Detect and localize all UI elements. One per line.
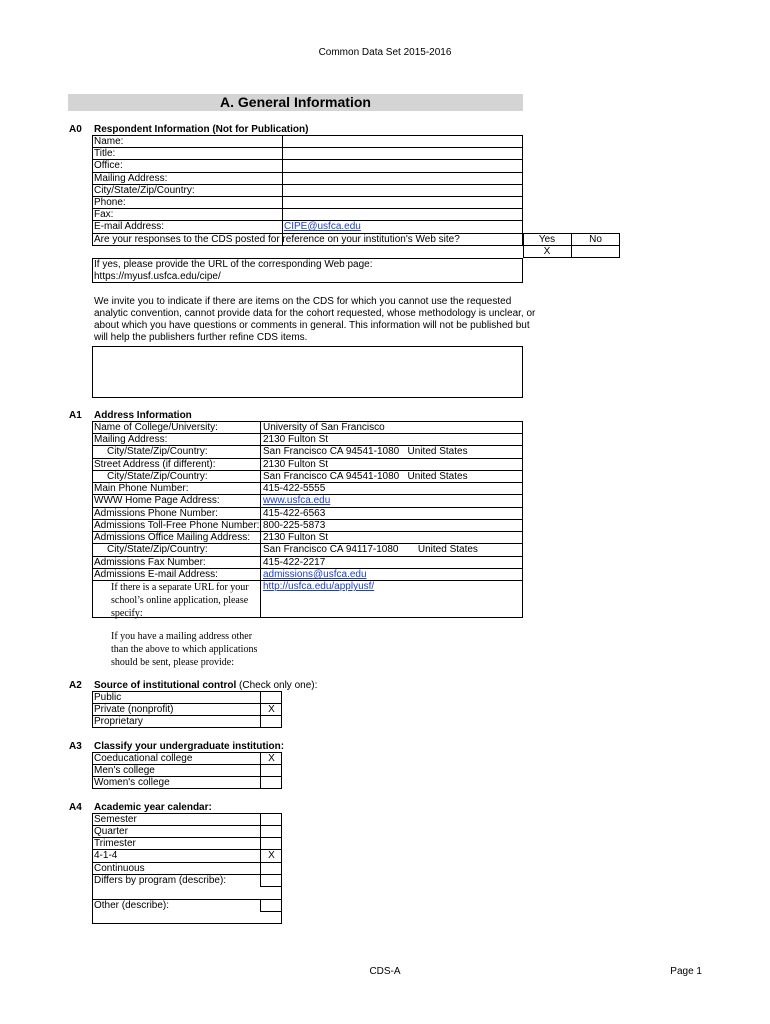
row-line xyxy=(92,147,523,148)
womens-checkbox[interactable] xyxy=(261,777,282,789)
field-name-label: Name: xyxy=(94,136,124,147)
proprietary-checkbox[interactable] xyxy=(261,716,282,728)
other-address-prompt: than the above to which applications xyxy=(111,644,258,655)
yes-checkbox[interactable]: X xyxy=(543,246,551,257)
no-checkbox[interactable] xyxy=(571,246,620,258)
quarter-checkbox[interactable] xyxy=(261,826,282,838)
address-label: Admissions Office Mailing Address: xyxy=(94,532,250,543)
field-title-label: Title: xyxy=(94,148,116,159)
section-title: A. General Information xyxy=(68,94,523,111)
option-continuous: Continuous xyxy=(94,863,145,874)
address-value: 415-422-6563 xyxy=(263,508,326,519)
address-value: San Francisco CA 94541-1080 United States xyxy=(263,471,468,482)
a2-heading-bold: Source of institutional control xyxy=(94,680,237,691)
online-app-prompt: school’s online application, please xyxy=(111,595,249,606)
address-value: San Francisco CA 94117-1080 United States xyxy=(263,544,478,555)
address-label: Mailing Address: xyxy=(94,434,168,445)
row-line xyxy=(92,159,523,160)
a4-heading: Academic year calendar: xyxy=(94,802,212,813)
address-value: 2130 Fulton St xyxy=(263,434,329,445)
address-label: Admissions Phone Number: xyxy=(94,508,218,519)
option-differs: Differs by program (describe): xyxy=(94,875,227,886)
mens-checkbox[interactable] xyxy=(261,765,282,777)
option-semester: Semester xyxy=(94,814,137,825)
option-public: Public xyxy=(94,692,122,703)
online-app-prompt: specify: _______________ xyxy=(111,608,221,619)
a2-heading-rest: (Check only one): xyxy=(236,680,318,691)
address-label: Admissions Toll-Free Phone Number: xyxy=(94,520,260,531)
address-value: 415-422-2217 xyxy=(263,557,326,568)
coed-checkbox[interactable]: X xyxy=(268,753,275,764)
option-proprietary: Proprietary xyxy=(94,716,143,727)
field-office-label: Office: xyxy=(94,160,123,171)
option-mens: Men's college xyxy=(94,765,155,776)
other-address-prompt: If you have a mailing address other xyxy=(111,631,253,642)
respondent-divider xyxy=(282,135,283,246)
url-value[interactable]: https://myusf.usfca.edu/cipe/ xyxy=(94,271,221,282)
url-prompt: If yes, please provide the URL of the corresponding Web page: xyxy=(94,259,373,270)
option-trimester: Trimester xyxy=(94,838,136,849)
option-coed: Coeducational college xyxy=(94,753,193,764)
a3-code: A3 xyxy=(69,741,82,752)
page-number: Page 1 xyxy=(670,966,702,977)
address-label: Admissions E-mail Address: xyxy=(94,569,218,580)
field-fax-label: Fax: xyxy=(94,209,114,220)
address-value: 2130 Fulton St xyxy=(263,459,329,470)
private-checkbox[interactable]: X xyxy=(268,704,275,715)
a4-code: A4 xyxy=(69,802,82,813)
address-label: City/State/Zip/Country: xyxy=(107,544,208,555)
option-private-nonprofit: Private (nonprofit) xyxy=(94,704,174,715)
other-checkbox[interactable] xyxy=(260,899,282,912)
a1-code: A1 xyxy=(69,410,82,421)
invite-line: We invite you to indicate if there are items on the CDS for which you cannot use the requested xyxy=(94,296,512,307)
invite-line: will help the publishers further refine CDS items. xyxy=(94,332,308,343)
option-other: Other (describe): xyxy=(94,900,170,911)
address-label: Name of College/University: xyxy=(94,422,218,433)
other-address-prompt: should be sent, please provide: xyxy=(111,657,235,668)
address-value: 2130 Fulton St xyxy=(263,532,329,543)
address-label: City/State/Zip/Country: xyxy=(107,471,208,482)
continuous-checkbox[interactable] xyxy=(261,863,282,875)
trimester-checkbox[interactable] xyxy=(261,838,282,850)
four-one-four-checkbox[interactable]: X xyxy=(268,850,275,861)
a3-heading: Classify your undergraduate institution: xyxy=(94,741,285,752)
a0-code: A0 xyxy=(69,124,82,135)
online-app-prompt: If there is a separate URL for your xyxy=(111,582,249,593)
address-label: Main Phone Number: xyxy=(94,483,189,494)
field-phone-label: Phone: xyxy=(94,197,126,208)
row-line xyxy=(92,208,523,209)
differs-checkbox[interactable] xyxy=(260,874,282,887)
field-mailing-label: Mailing Address: xyxy=(94,173,168,184)
field-email-label: E-mail Address: xyxy=(94,221,165,232)
comments-textarea[interactable] xyxy=(92,346,523,398)
field-city-label: City/State/Zip/Country: xyxy=(94,185,195,196)
a1-heading: Address Information xyxy=(94,410,192,421)
address-label: City/State/Zip/Country: xyxy=(107,446,208,457)
option-quarter: Quarter xyxy=(94,826,128,837)
yes-label: Yes xyxy=(538,234,556,245)
address-value: 800-225-5873 xyxy=(263,520,326,531)
no-label: No xyxy=(589,234,602,245)
address-value: San Francisco CA 94541-1080 United States xyxy=(263,446,468,457)
public-checkbox[interactable] xyxy=(261,692,282,704)
address-label: Admissions Fax Number: xyxy=(94,557,206,568)
posted-question: Are your responses to the CDS posted for reference on your institution's Web site? xyxy=(94,234,460,245)
homepage-link[interactable]: www.usfca.edu xyxy=(263,495,331,506)
invite-line: analytic convention, cannot provide data for the cohort requested, whose methodology is unclear, or xyxy=(94,308,536,319)
address-value: 415-422-5555 xyxy=(263,483,326,494)
document-header: Common Data Set 2015-2016 xyxy=(318,47,452,58)
option-womens: Women's college xyxy=(94,777,170,788)
a0-heading: Respondent Information (Not for Publication) xyxy=(94,124,309,135)
address-value: University of San Francisco xyxy=(263,422,385,433)
online-app-link[interactable]: http://usfca.edu/applyusf/ xyxy=(263,581,375,592)
a2-code: A2 xyxy=(69,680,82,691)
option-4-1-4: 4-1-4 xyxy=(94,850,118,861)
invite-line: about which you have questions or comments in general. This information will not be published but xyxy=(94,320,530,331)
semester-checkbox[interactable] xyxy=(261,814,282,826)
footer-section-label: CDS-A xyxy=(369,966,401,977)
respondent-email-link[interactable]: CIPE@usfca.edu xyxy=(284,221,361,232)
admissions-email-link[interactable]: admissions@usfca.edu xyxy=(263,569,367,580)
address-label: Street Address (if different): xyxy=(94,459,216,470)
address-label: WWW Home Page Address: xyxy=(94,495,220,506)
